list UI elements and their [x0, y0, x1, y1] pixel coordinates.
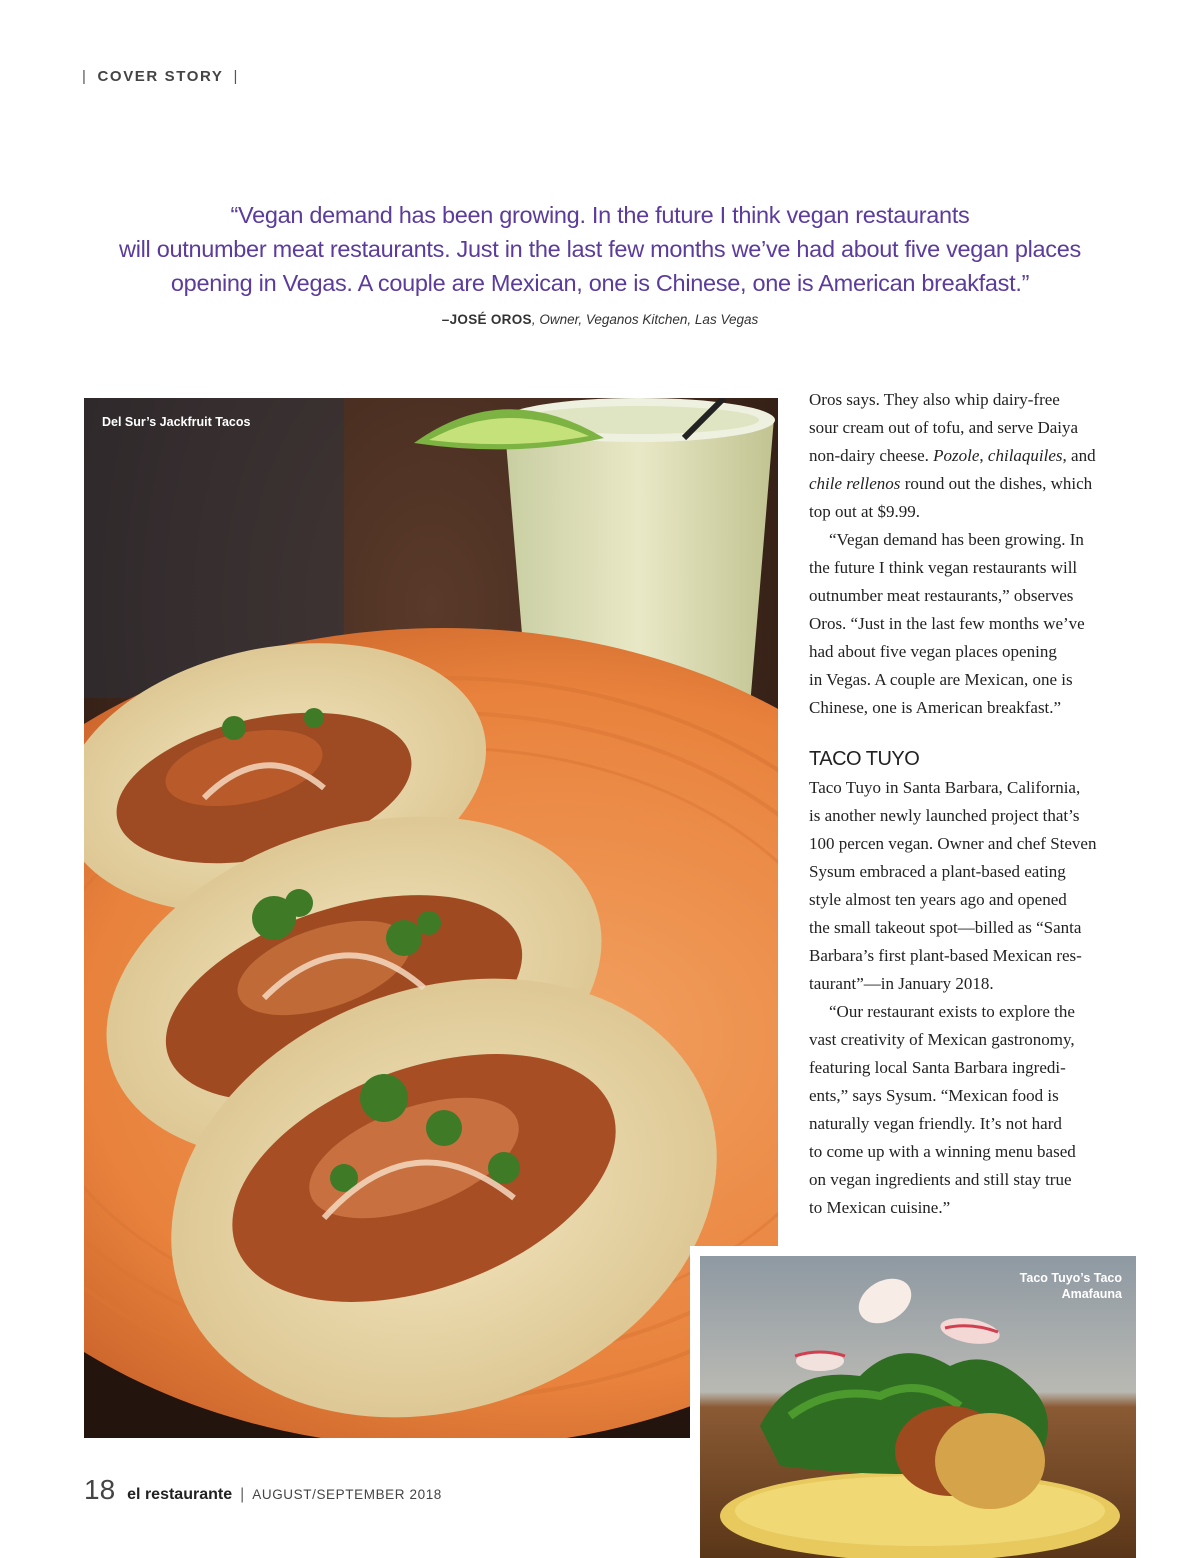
article-line: taurant”—in January 2018.	[809, 974, 994, 993]
article-line: “Our restaurant exists to explore the	[829, 1002, 1075, 1021]
article-line: style almost ten years ago and opened	[809, 890, 1067, 909]
page-number: 18	[84, 1474, 116, 1505]
jackfruit-tacos-photo	[84, 398, 778, 1438]
article-line: vast creativity of Mexican gastronomy,	[809, 1030, 1075, 1049]
article-line: to come up with a winning menu based	[809, 1142, 1076, 1161]
article-line: Taco Tuyo in Santa Barbara, California,	[809, 778, 1081, 797]
divider: |	[240, 1486, 245, 1503]
article-line: had about five vegan places opening	[809, 642, 1057, 661]
divider: |	[233, 68, 239, 85]
pull-quote-line: will outnumber meat restaurants. Just in the last few months we’ve had about five vegan places	[119, 236, 1081, 262]
article-line: on vegan ingredients and still stay true	[809, 1170, 1072, 1189]
taco-amafauna-photo	[690, 1246, 1136, 1558]
article-line: to Mexican cuisine.”	[809, 1198, 951, 1217]
section-label: COVER STORY	[97, 68, 224, 85]
article-line: Barbara’s first plant-based Mexican res-	[809, 946, 1082, 965]
article-line: Chinese, one is American breakfast.”	[809, 698, 1062, 717]
article-line: Sysum embraced a plant-based eating	[809, 862, 1066, 881]
article-line: sour cream out of tofu, and serve Daiya	[809, 418, 1079, 437]
small-caption-line: Amafauna	[1061, 1287, 1122, 1301]
article-line: Oros. “Just in the last few months we’ve	[809, 614, 1085, 633]
attribution-role: , Owner, Veganos Kitchen, Las Vegas	[531, 312, 759, 327]
article-line: top out at $9.99.	[809, 502, 920, 521]
subhead: TACO TUYO	[809, 748, 920, 770]
article-line: featuring local Santa Barbara ingredi-	[809, 1058, 1066, 1077]
article-line: naturally vegan friendly. It’s not hard	[809, 1114, 1062, 1133]
article-line: non-dairy cheese. Pozole, chilaquiles, and	[809, 446, 1096, 465]
small-photo-caption	[1020, 1270, 1122, 1302]
page-footer	[84, 1474, 442, 1506]
article-line: “Vegan demand has been growing. In	[829, 530, 1084, 549]
article-line: is another newly launched project that’s	[809, 806, 1080, 825]
issue-date: AUGUST/SEPTEMBER 2018	[252, 1487, 442, 1502]
small-caption-line: Taco Tuyo’s Taco	[1019, 1271, 1122, 1285]
divider: |	[82, 68, 88, 85]
pull-quote-line: “Vegan demand has been growing. In the future I think vegan restaurants	[230, 202, 970, 228]
section-tag	[82, 68, 239, 85]
main-photo-caption: Del Sur’s Jackfruit Tacos	[102, 415, 251, 429]
magazine-name: el restaurante	[127, 1486, 233, 1503]
article-line: Oros says. They also whip dairy-free	[809, 390, 1060, 409]
article-line: outnumber meat restaurants,” observes	[809, 586, 1074, 605]
article-line: the future I think vegan restaurants will	[809, 558, 1078, 577]
pull-quote-line: opening in Vegas. A couple are Mexican, one is Chinese, one is American breakfast.”	[170, 270, 1030, 296]
article-line: chile rellenos round out the dishes, which	[809, 474, 1093, 493]
article-line: ents,” says Sysum. “Mexican food is	[809, 1086, 1059, 1105]
article-column	[809, 386, 1149, 1222]
article-line: in Vegas. A couple are Mexican, one is	[809, 670, 1073, 689]
article-line: 100 percen vegan. Owner and chef Steven	[809, 834, 1097, 853]
tacos-illustration	[84, 398, 778, 1438]
attribution-name: –JOSÉ OROS	[441, 312, 532, 327]
pull-quote	[100, 198, 1100, 300]
pull-quote-attribution	[100, 312, 1100, 327]
article-line: the small takeout spot—billed as “Santa	[809, 918, 1082, 937]
